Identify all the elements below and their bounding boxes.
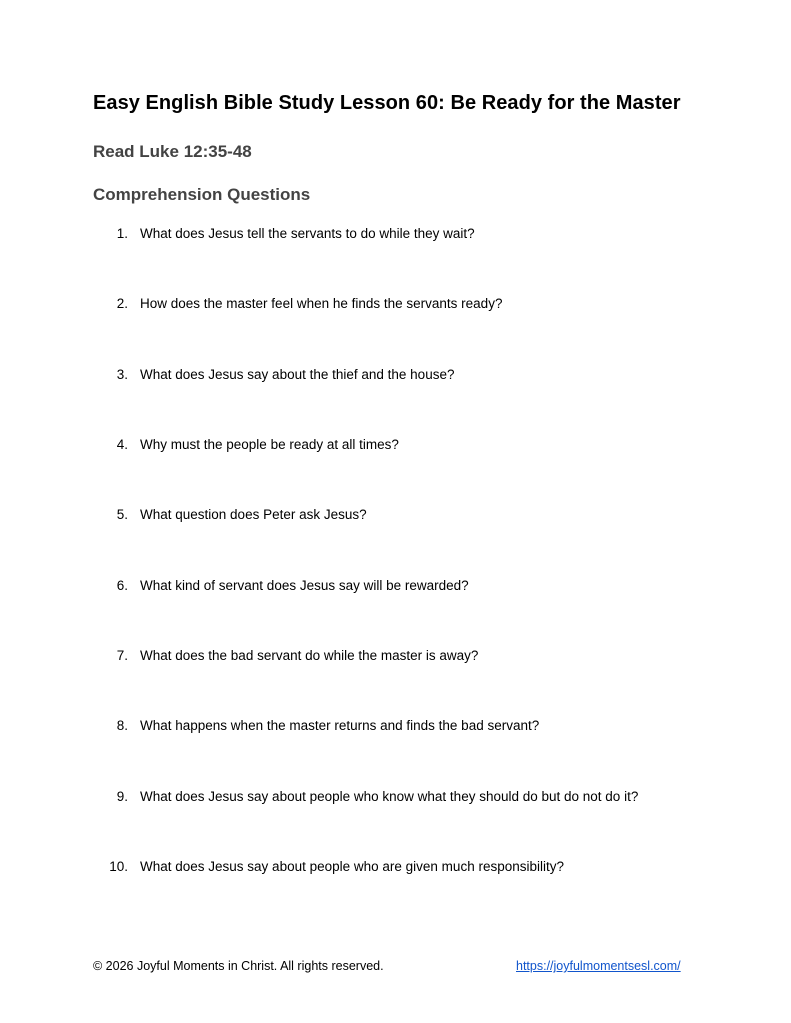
question-number: 3. [116, 367, 128, 382]
question-number: 8. [116, 718, 128, 733]
question-text: What question does Peter ask Jesus? [140, 507, 367, 522]
question-text: What happens when the master returns and finds the bad servant? [140, 718, 540, 733]
question-text: What does the bad servant do while the master is away? [140, 648, 479, 663]
question-number: 7. [116, 648, 128, 663]
section-heading: Comprehension Questions [93, 185, 311, 204]
footer-website-link[interactable]: https://joyfulmomentsesl.com/ [516, 959, 681, 973]
question-number: 1. [116, 226, 128, 241]
reading-reference: Read Luke 12:35-48 [93, 142, 252, 161]
question-text: What does Jesus say about people who are given much responsibility? [140, 859, 564, 874]
question-text: What does Jesus say about people who know what they should do but do not do it? [140, 789, 639, 804]
question-number: 10. [109, 859, 128, 874]
question-text: What does Jesus tell the servants to do while they wait? [140, 226, 475, 241]
question-number: 4. [116, 437, 128, 452]
question-number: 6. [116, 578, 128, 593]
question-number: 9. [116, 789, 128, 804]
question-number: 2. [116, 296, 128, 311]
question-text: How does the master feel when he finds the servants ready? [140, 296, 503, 311]
page-title: Easy English Bible Study Lesson 60: Be Ready for the Master [93, 92, 681, 114]
question-number: 5. [116, 507, 128, 522]
question-text: What does Jesus say about the thief and the house? [140, 367, 455, 382]
question-text: What kind of servant does Jesus say will be rewarded? [140, 578, 469, 593]
footer-copyright: © 2026 Joyful Moments in Christ. All rights reserved. [93, 959, 384, 973]
question-text: Why must the people be ready at all times? [140, 437, 399, 452]
